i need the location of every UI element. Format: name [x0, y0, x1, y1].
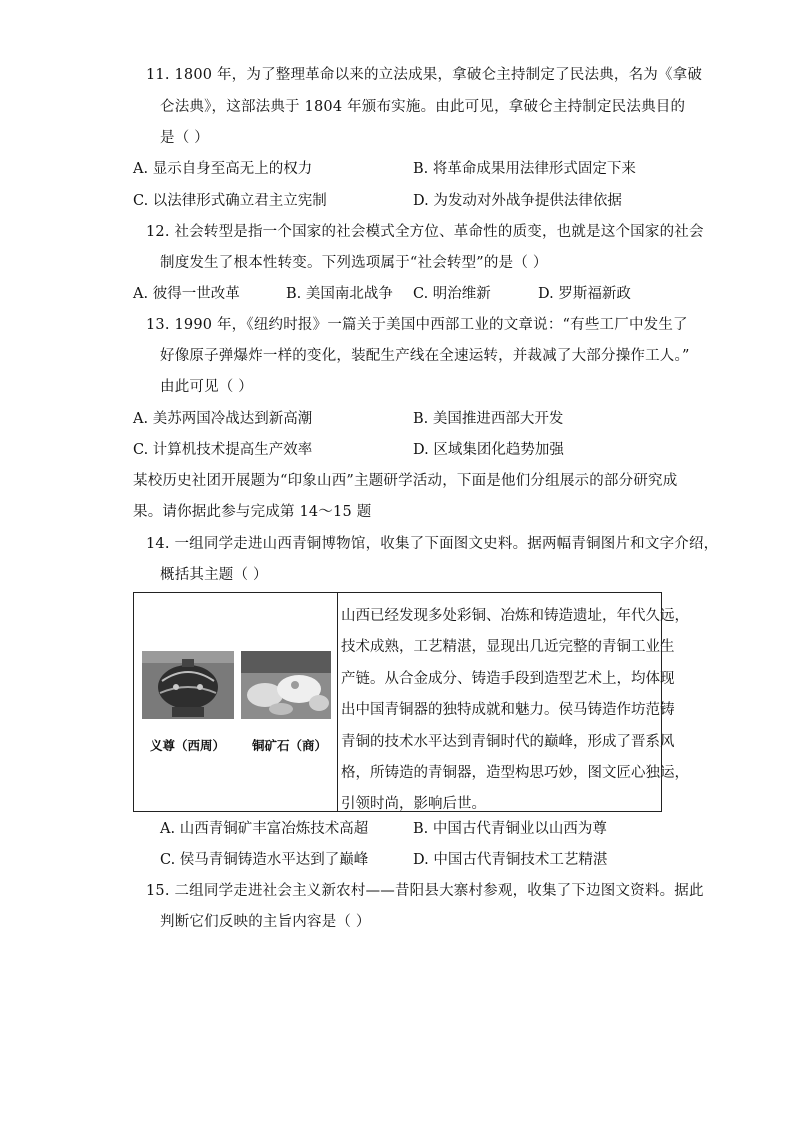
- table-divider: [337, 593, 338, 811]
- material-line-6: 格，所铸造的青铜器，造型构思巧妙，图文匠心独运，: [341, 764, 689, 781]
- ore-caption: 铜矿石（商）: [252, 738, 328, 753]
- q12-option-b: B. 美国南北战争: [286, 286, 393, 302]
- q14-option-c: C. 侯马青铜铸造水平达到了巅峰: [160, 852, 369, 868]
- q15-line-2: 判断它们反映的主旨内容是（ ）: [160, 914, 371, 930]
- q12-line-1: 12. 社会转型是指一个国家的社会模式全方位、革命性的质变，也就是这个国家的社会: [146, 224, 704, 240]
- material-line-3: 产链。从合金成分、铸造手段到造型艺术上，均体现: [341, 670, 675, 687]
- q11-line-3: 是（ ）: [160, 130, 209, 146]
- q15-line-1: 15. 二组同学走进社会主义新农村——昔阳县大寨村参观，收集了下边图文资料。据此: [146, 883, 704, 899]
- q11-option-d: D. 为发动对外战争提供法律依据: [413, 193, 622, 209]
- q13-option-c: C. 计算机技术提高生产效率: [133, 442, 313, 458]
- q11-option-c: C. 以法律形式确立君主立宪制: [133, 193, 327, 209]
- q14-material-table: [133, 592, 689, 813]
- q14-line-1: 14. 一组同学走进山西青铜博物馆，收集了下面图文史料。据两幅青铜图片和文字介绍，: [146, 536, 719, 552]
- q11-option-a: A. 显示自身至高无上的权力: [133, 161, 313, 177]
- material-line-1: 山西已经发现多处彩铜、冶炼和铸造遗址，年代久远，: [341, 608, 689, 624]
- copper-ore-photo: [241, 651, 331, 719]
- material-line-4: 出中国青铜器的独特成就和魅力。侯马铸造作坊范铸: [341, 702, 675, 719]
- q14-line-2: 概括其主题（ ）: [160, 567, 268, 583]
- intro-line-1: 某校历史社团开展题为“印象山西”主题研学活动，下面是他们分组展示的部分研究成: [133, 473, 678, 489]
- material-line-2: 技术成熟，工艺精湛，显现出几近完整的青铜工业生: [341, 639, 675, 656]
- intro-line-2: 果。请你据此参与完成第 14～15 题: [133, 504, 372, 520]
- q14-material-text: [341, 601, 689, 821]
- q13-line-3: 由此可见（ ）: [160, 379, 254, 395]
- q11-option-b: B. 将革命成果用法律形式固定下来: [413, 161, 636, 177]
- q11-line-2: 仑法典》，这部法典于 1804 年颁布实施。由此可见，拿破仑主持制定民法典目的: [160, 99, 686, 115]
- q13-option-b: B. 美国推进西部大开发: [413, 411, 564, 427]
- vessel-caption: 义尊（西周）: [150, 738, 226, 753]
- q11-line-1: 11. 1800 年，为了整理革命以来的立法成果，拿破仑主持制定了民法典，名为《拿破: [146, 67, 703, 83]
- q13-line-1: 13. 1990 年，《纽约时报》一篇关于美国中西部工业的文章说：“有些工厂中发生了: [146, 317, 688, 333]
- q14-option-d: D. 中国古代青铜技术工艺精湛: [413, 852, 608, 868]
- q12-option-c: C. 明治维新: [413, 286, 491, 302]
- q14-option-a: A. 山西青铜矿丰富冶炼技术高超: [160, 821, 369, 837]
- q13-line-2: 好像原子弹爆炸一样的变化，装配生产线在全速运转，并裁减了大部分操作工人。”: [160, 348, 690, 364]
- q12-line-2: 制度发生了根本性转变。下列选项属于“社会转型”的是（ ）: [160, 255, 548, 271]
- q12-option-d: D. 罗斯福新政: [538, 286, 631, 302]
- q12-option-a: A. 彼得一世改革: [133, 286, 240, 302]
- q13-option-d: D. 区域集团化趋势加强: [413, 442, 564, 458]
- q13-option-a: A. 美苏两国冷战达到新高潮: [133, 411, 313, 427]
- material-line-5: 青铜的技术水平达到青铜时代的巅峰，形成了晋系风: [341, 733, 675, 750]
- q14-image-cell: [134, 593, 337, 811]
- material-line-7: 引领时尚，影响后世。: [341, 796, 486, 813]
- bronze-vessel-photo: [142, 651, 234, 719]
- q14-option-b: B. 中国古代青铜业以山西为尊: [413, 821, 607, 837]
